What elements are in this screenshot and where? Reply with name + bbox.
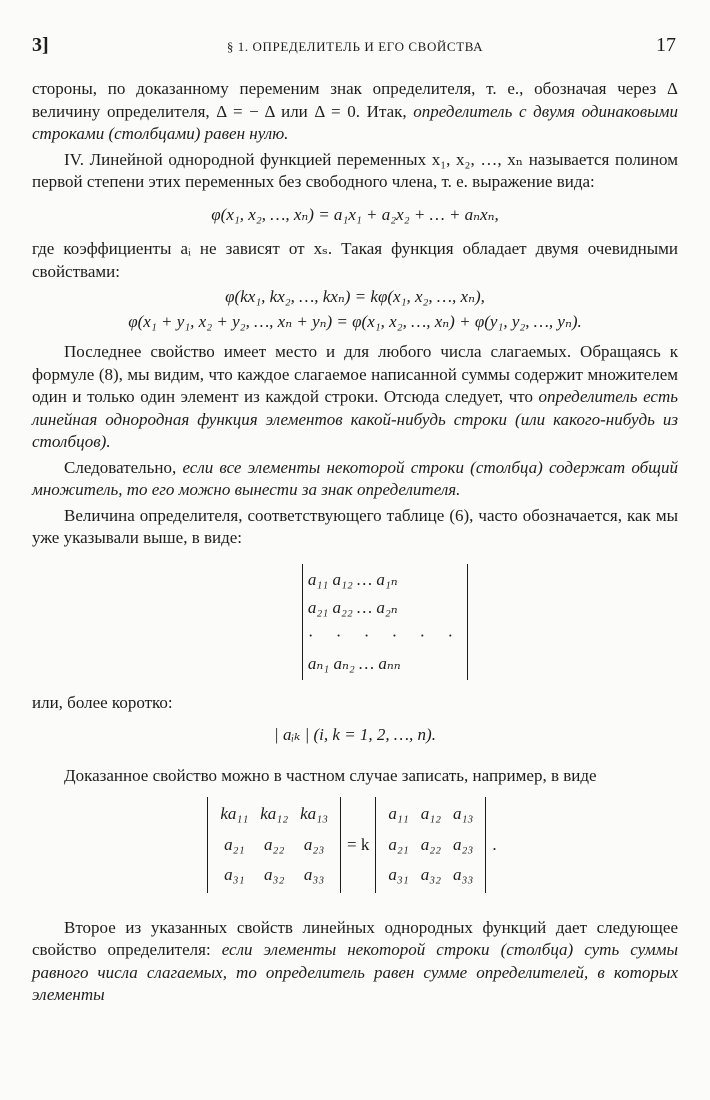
paragraph-8: Доказанное свойство можно в частном случае записать, например, в виде [64, 765, 597, 785]
paragraph-1-text: стороны, по доказанному переменим знак определителя, т. е., обозначая через Δ величину определителя, Δ = − Δ или Δ = 0. Итак, [32, 79, 678, 121]
cell: a₃₃ [303, 865, 325, 884]
paragraph-1 [32, 78, 678, 146]
cell: a₂₂ [264, 834, 285, 854]
paragraph-4-emphasis: определитель есть линейная однородная функция элементов какой-нибудь строки (или какого-нибудь из столбцов). [32, 387, 678, 451]
cell: a₁₃ [453, 804, 474, 823]
formula-linear-function: φ(x₁, x₂, …, xₙ) = a₁x₁ + a₂x₂ + … + aₙxₙ, [211, 204, 499, 224]
paragraph-1-emphasis: определитель с двумя одинаковыми строками (столбцами) равен нулю. [32, 101, 678, 143]
paragraph-5-text: Следовательно, [64, 457, 183, 477]
cell: a₃₃ [453, 865, 474, 884]
cell: a₁₁ [388, 804, 409, 823]
paragraph-5-emphasis: если все элементы некоторой строки (столбца) содержат общий множитель, то его можно вынести за знак определителя. [32, 457, 678, 499]
left-determinant [207, 797, 341, 893]
equation-period: . [492, 834, 497, 854]
paragraph-6: Величина определителя, соответствующего таблице (6), часто обозначается, как мы уже указывали выше, в виде: [32, 505, 678, 547]
paragraph-2: IV. Линейной однородной функцией переменных x₁, x₂, …, xₙ называется полином первой степени этих переменных без свободного члена, т. е. выражение вида: [32, 149, 678, 191]
short-notation: | aᵢₖ | (i, k = 1, 2, …, n). [274, 725, 436, 744]
cell: a₂₁ [388, 834, 409, 854]
paragraph-4-text: Последнее свойство имеет место и для любого числа слагаемых. Обращаясь к формуле (8), мы видим, что каждое слагаемое написанной суммы содержит множителем один и только один элемент из каждой строки. Отсюда следует, что [32, 342, 678, 406]
right-determinant [375, 797, 486, 893]
cell: a₃₂ [264, 865, 285, 884]
cell: a₃₂ [420, 865, 442, 884]
formula-property-2: φ(x₁ + y₁, x₂ + y₂, …, xₙ + yₙ) = φ(x₁, x₂, …, xₙ) + φ(y₁, y₂, …, yₙ). [128, 311, 582, 331]
matrix-row-2: a₂₁ a₂₂ … a₂ₙ [307, 597, 398, 617]
matrix-row-1: a₁₁ a₁₂ … a₁ₙ [307, 569, 398, 589]
paragraph-9 [32, 917, 678, 1007]
paragraph-5 [32, 457, 678, 502]
determinant-bars [302, 564, 468, 680]
matrix-row-n: aₙ₁ aₙ₂ … aₙₙ [307, 653, 401, 673]
section-title: § 1. ОПРЕДЕЛИТЕЛЬ И ЕГО СВОЙСТВА [226, 39, 484, 54]
paragraph-9-text: Второе из указанных свойств линейных однородных функций дает следующее свойство определителя: [32, 917, 678, 959]
cell: ka₁₂ [260, 804, 289, 823]
cell: a₁₂ [420, 804, 442, 823]
page-body [32, 78, 678, 1010]
paragraph-9-emphasis: если элементы некоторой строки (столбца) суть суммы равного числа слагаемых, то определитель равен сумме определителей, в которых элементы [32, 940, 678, 1004]
page-number: 17 [656, 34, 676, 56]
equals-k: = k [347, 834, 370, 854]
cell: a₂₂ [420, 834, 442, 854]
cell: ka₁₃ [300, 804, 329, 823]
matrix-row-dots: · · · · · · [307, 625, 463, 645]
chapter-mark: 3] [32, 34, 49, 56]
determinant-factor-equation [32, 797, 678, 893]
cell: a₂₃ [303, 834, 325, 854]
paragraph-3: где коэффициенты aᵢ не зависят от xₛ. Такая функция обладает двумя очевидными свойствами: [32, 239, 678, 281]
paragraph-4 [32, 341, 678, 454]
cell: a₃₁ [388, 865, 409, 884]
cell: a₂₁ [224, 834, 245, 854]
cell: ka₁₁ [220, 804, 249, 823]
running-header [32, 34, 678, 60]
paragraph-7: или, более коротко: [32, 692, 173, 712]
formula-property-1: φ(kx₁, kx₂, …, kxₙ) = kφ(x₁, x₂, …, xₙ), [225, 287, 485, 306]
general-determinant [32, 564, 678, 680]
cell: a₃₁ [224, 865, 245, 884]
cell: a₂₃ [453, 834, 474, 854]
